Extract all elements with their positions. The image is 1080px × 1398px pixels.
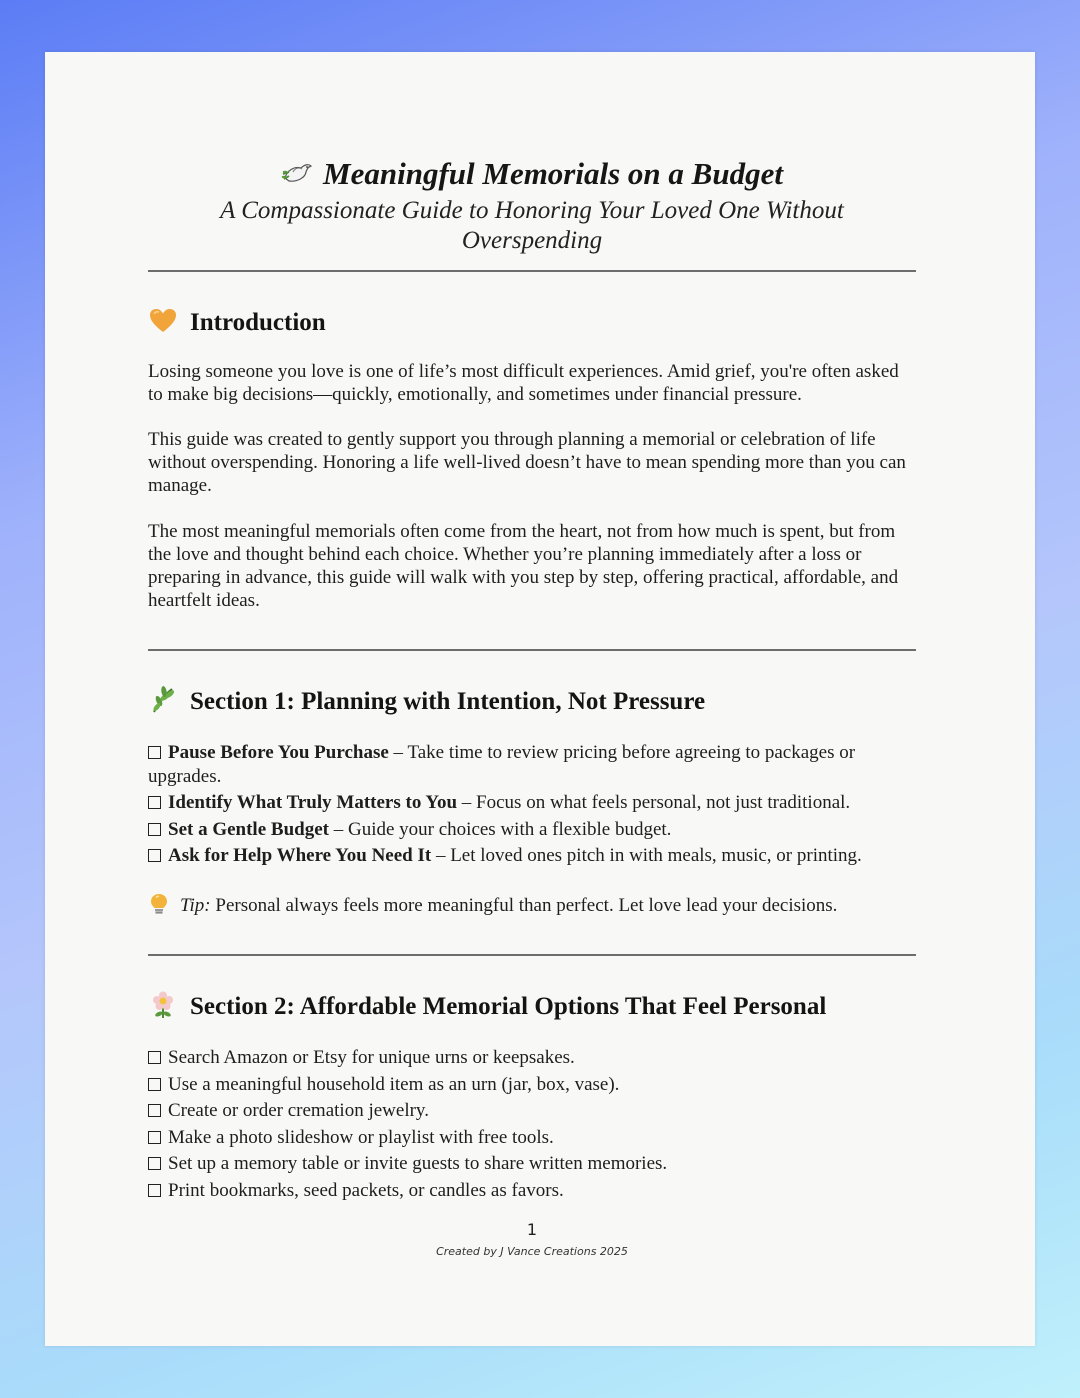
checkbox[interactable]	[148, 746, 161, 759]
section2-checklist	[148, 1046, 916, 1205]
dove-icon	[281, 160, 313, 186]
orange-heart-icon	[148, 306, 178, 336]
item-text: Create or order cremation jewelry.	[168, 1100, 429, 1121]
page-title: Meaningful Memorials on a Budget	[323, 156, 783, 191]
section1-heading-label: Section 1: Planning with Intention, Not Pressure	[190, 688, 706, 715]
footer-credit: Created by J Vance Creations 2025	[436, 1245, 628, 1258]
page-subtitle: A Compassionate Guide to Honoring Your Loved One Without Overspending	[220, 197, 844, 254]
title-row	[148, 156, 916, 192]
checklist-item	[148, 1099, 916, 1126]
checkbox[interactable]	[148, 823, 161, 836]
section2-heading	[148, 990, 826, 1021]
checkbox[interactable]	[148, 796, 161, 809]
checklist-item	[148, 818, 916, 845]
intro-heading	[148, 306, 326, 337]
item-text: – Focus on what feels personal, not just traditional.	[457, 792, 851, 813]
section1-heading	[148, 685, 705, 716]
document-page	[45, 52, 1035, 1346]
checkbox[interactable]	[148, 1104, 161, 1117]
tip-label: Tip:	[180, 895, 211, 916]
intro-paragraph-2: This guide was created to gently support you through planning a memorial or celebration of life without overspending. Honoring a life well-lived doesn’t have to mean spending more than you can manage.	[148, 429, 906, 496]
intro-heading-label: Introduction	[190, 309, 326, 336]
item-text: Search Amazon or Etsy for unique urns or keepsakes.	[168, 1047, 575, 1068]
checklist-item	[148, 844, 916, 871]
item-text: Use a meaningful household item as an urn (jar, box, vase).	[168, 1073, 620, 1095]
checklist-item	[148, 1073, 916, 1100]
checklist-item	[148, 1152, 916, 1179]
intro-paragraph-1: Losing someone you love is one of life’s most difficult experiences. Amid grief, you're often asked to make big decisions—quickly, emotionally, and sometimes under financial pressure.	[148, 361, 899, 405]
item-text: Print bookmarks, seed packets, or candles as favors.	[168, 1179, 564, 1201]
herb-leaf-icon	[148, 685, 178, 715]
checkbox[interactable]	[148, 1184, 161, 1197]
divider	[148, 649, 916, 651]
item-bold-label: Ask for Help Where You Need It	[168, 845, 432, 866]
checklist-item	[148, 741, 916, 789]
section2-heading-label: Section 2: Affordable Memorial Options That Feel Personal	[190, 993, 827, 1020]
lightbulb-icon	[148, 892, 170, 916]
divider	[148, 270, 916, 272]
item-bold-label: Identify What Truly Matters to You	[168, 792, 458, 813]
tip-text: Personal always feels more meaningful than perfect. Let love lead your decisions.	[210, 895, 838, 916]
intro-paragraph-3: The most meaningful memorials often come from the heart, not from how much is spent, but from the love and thought behind each choice. Whether you’re planning immediately after a loss or preparing in advance, this guide will walk with you step by step, offering practical, affordable, and heartfelt ideas.	[148, 521, 899, 611]
checkbox[interactable]	[148, 1157, 161, 1170]
checkbox[interactable]	[148, 1131, 161, 1144]
item-text: – Let loved ones pitch in with meals, music, or printing.	[431, 845, 862, 866]
checklist-item	[148, 1179, 916, 1206]
checklist-item	[148, 1046, 916, 1073]
divider	[148, 954, 916, 956]
item-text: Set up a memory table or invite guests to share written memories.	[168, 1153, 668, 1174]
page-number: 1	[526, 1220, 538, 1239]
checkbox[interactable]	[148, 849, 161, 862]
item-text: Make a photo slideshow or playlist with free tools.	[168, 1126, 554, 1148]
blossom-icon	[148, 990, 178, 1020]
section1-checklist	[148, 741, 916, 871]
item-text: – Guide your choices with a flexible budget.	[328, 818, 672, 840]
checklist-item	[148, 791, 916, 818]
item-bold-label: Set a Gentle Budget	[168, 818, 329, 840]
tip-callout	[148, 892, 837, 917]
checkbox[interactable]	[148, 1078, 161, 1091]
checkbox[interactable]	[148, 1051, 161, 1064]
checklist-item	[148, 1126, 916, 1153]
item-bold-label: Pause Before You Purchase	[168, 742, 389, 763]
item-text: – Take time to review pricing before agreeing to packages or upgrades.	[148, 742, 856, 787]
